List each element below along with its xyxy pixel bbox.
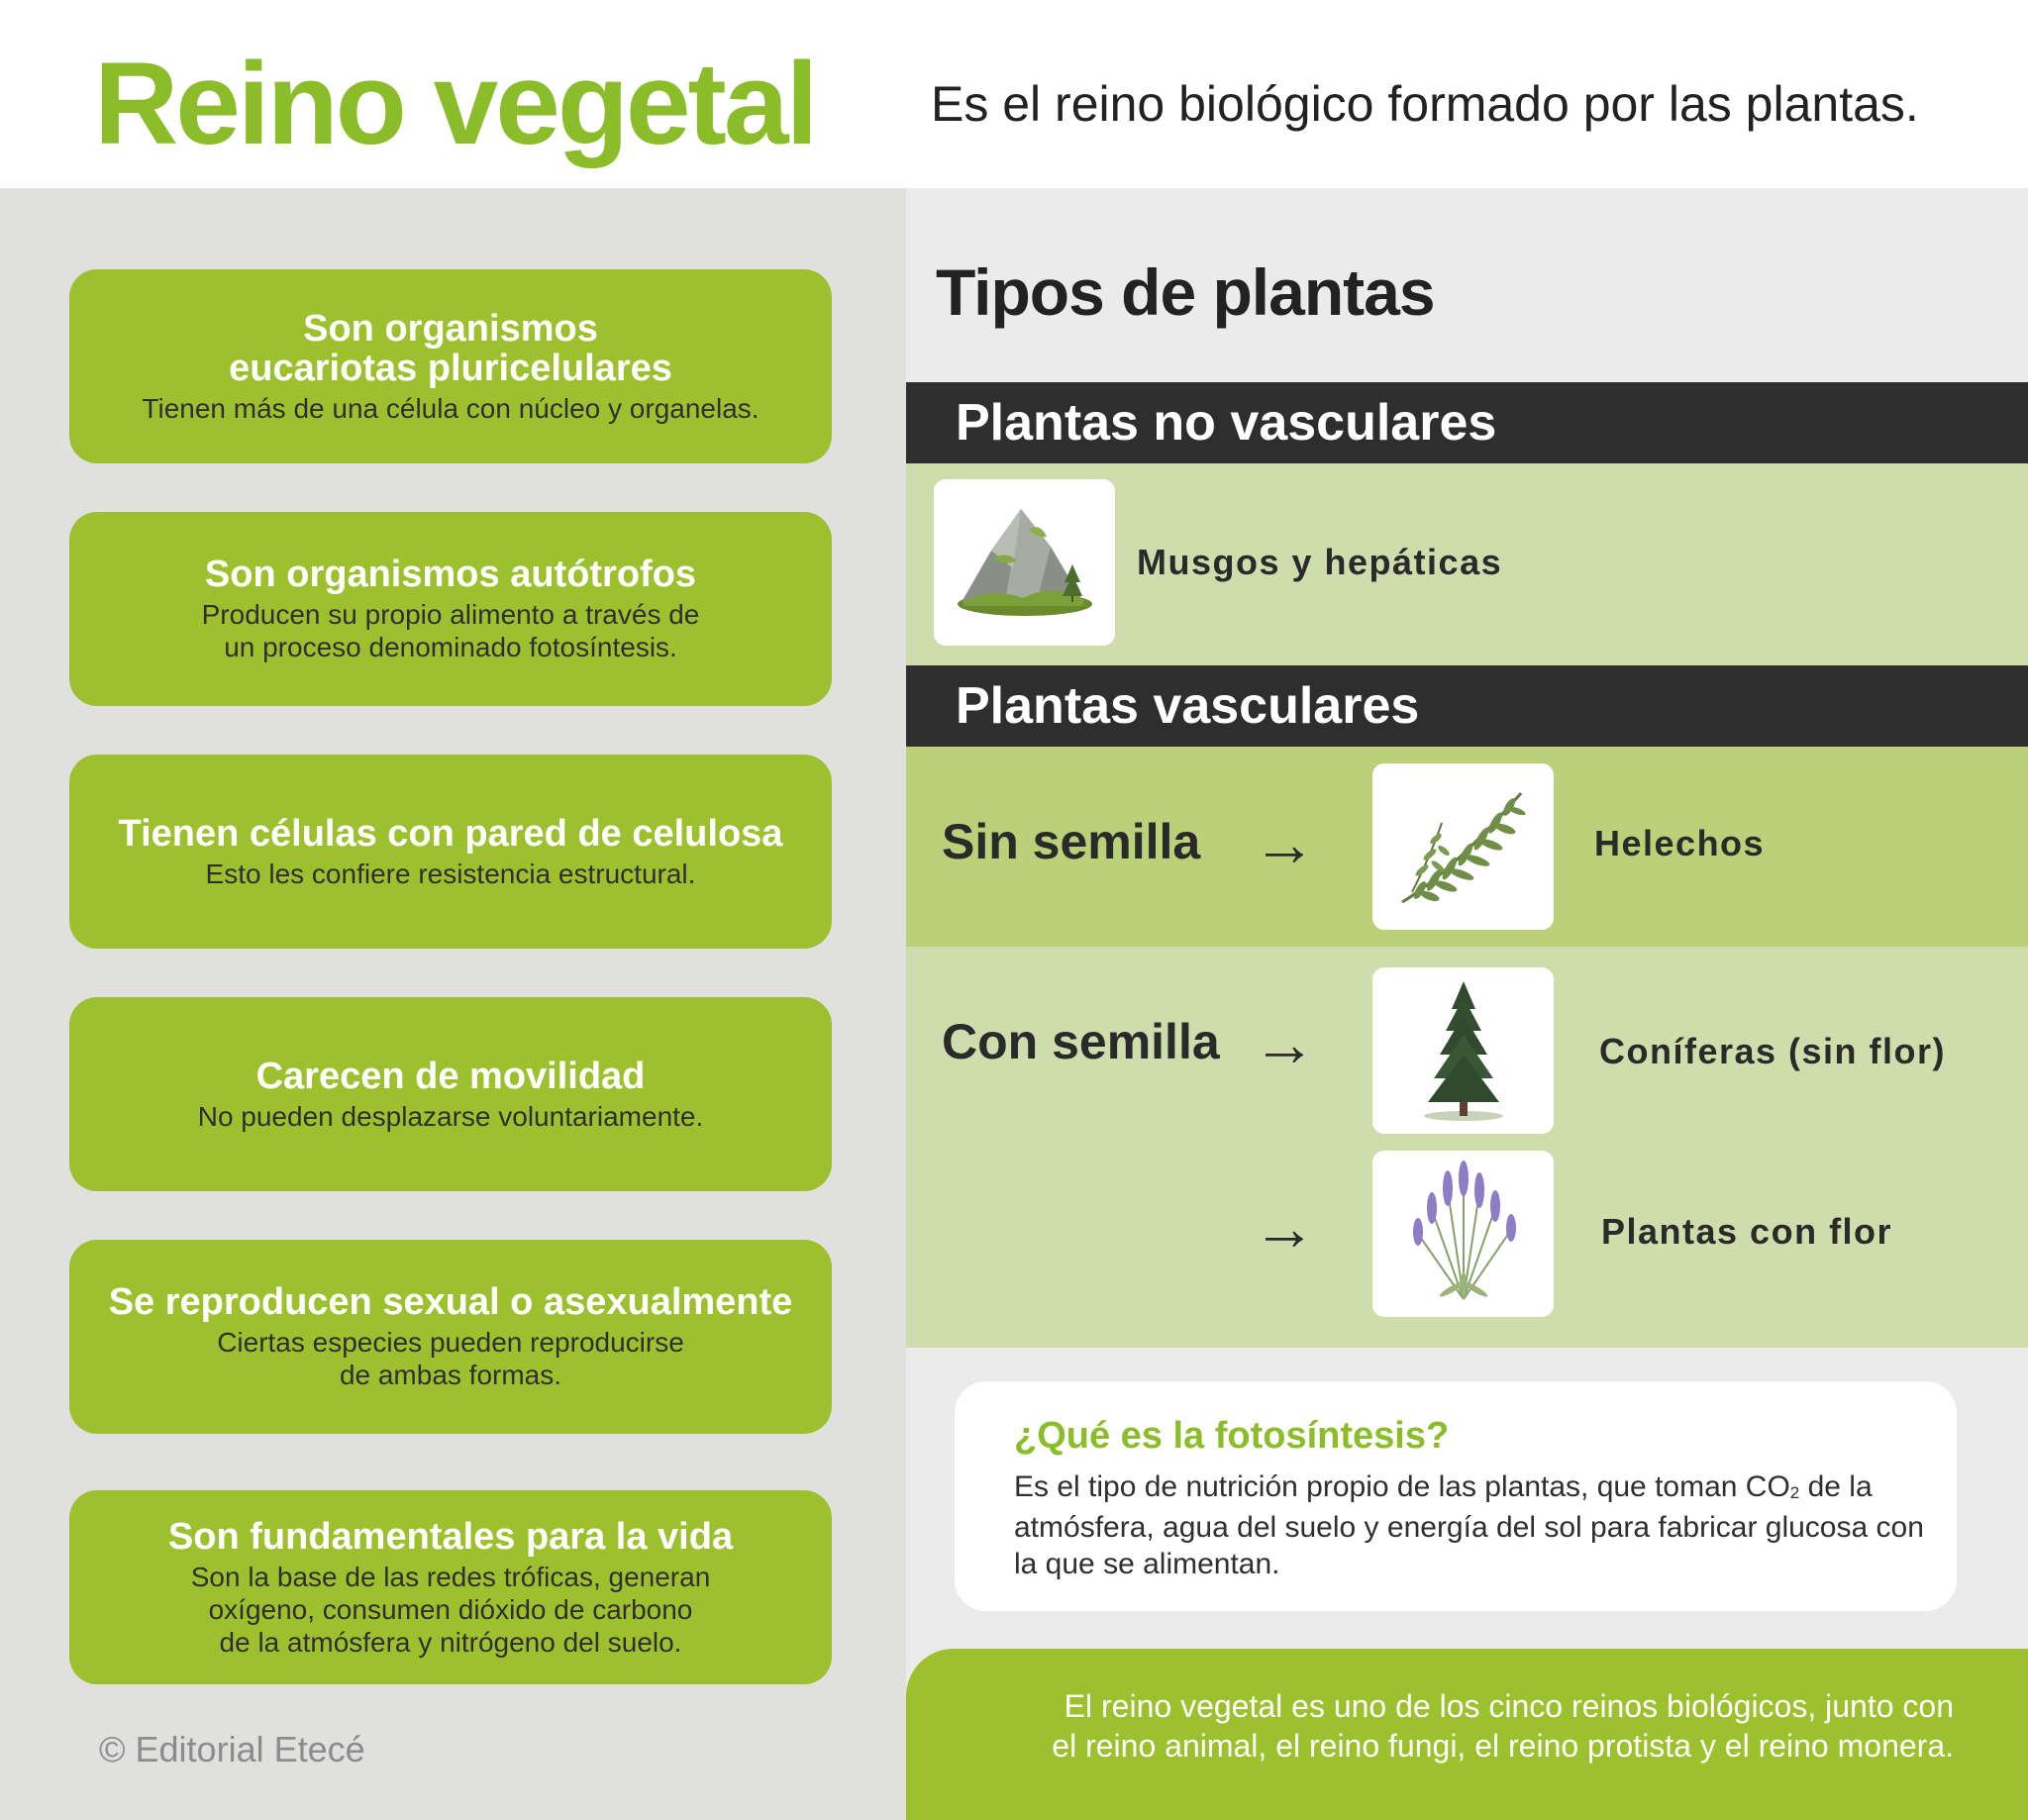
page-subtitle: Es el reino biológico formado por las plantas. (931, 76, 1919, 132)
con-semilla-label: Con semilla (942, 1014, 1220, 1069)
card-title: Son fundamentales para la vida (167, 1515, 734, 1558)
fotosintesis-text-part1: Es el tipo de nutrición propio de las plantas, que toman CO (1014, 1470, 1790, 1503)
conifer-tree-icon (1372, 967, 1554, 1134)
card-description: Tienen más de una célula con núcleo y organelas. (142, 392, 760, 424)
characteristic-card-celulosa (69, 755, 832, 949)
co2-subscript: 2 (1789, 1483, 1800, 1502)
plantas-con-flor-label: Plantas con flor (1601, 1211, 1893, 1252)
lavender-icon (1372, 1151, 1554, 1317)
sin-semilla-label: Sin semilla (942, 814, 1201, 869)
card-title: Se reproducen sexual o asexualmente (108, 1281, 793, 1323)
fotosintesis-box (955, 1381, 1957, 1611)
card-description: No pueden desplazarse voluntariamente. (197, 1100, 704, 1132)
fotosintesis-title: ¿Qué es la fotosíntesis? (1014, 1415, 1450, 1457)
characteristic-card-vida (69, 1490, 832, 1684)
fern-icon (1372, 763, 1554, 930)
footer-band (906, 1649, 2028, 1820)
musgos-label: Musgos y hepáticas (1137, 542, 1503, 582)
plant-types-title: Tipos de plantas (936, 255, 1435, 329)
fotosintesis-text (1014, 1468, 1925, 1582)
characteristic-card-autotrofos (69, 512, 832, 706)
no-vasculares-header (906, 382, 2028, 463)
moss-rock-icon (934, 479, 1115, 646)
flower-arrow-icon: → (1253, 1192, 1316, 1264)
characteristic-card-eucariotas (69, 269, 832, 463)
card-description: Son la base de las redes tróficas, generan oxígeno, consumen dióxido de carbono de la atmósfera y nitrógeno del suelo. (190, 1561, 711, 1658)
no-vasculares-heading: Plantas no vasculares (956, 394, 1497, 452)
copyright-notice: © Editorial Etecé (99, 1729, 365, 1769)
card-title: Carecen de movilidad (255, 1055, 646, 1097)
card-title: Son organismos autótrofos (204, 554, 697, 595)
card-description: Ciertas especies pueden reproducirse de ambas formas. (217, 1327, 684, 1390)
footer-text: El reino vegetal es uno de los cinco reinos biológicos, junto con el reino animal, el reino fungi, el reino protista y el reino monera. (1052, 1688, 1954, 1764)
vasculares-heading: Plantas vasculares (956, 677, 1420, 735)
fotosintesis-text-part2: de la atmósfera, agua del suelo y energía del sol para fabricar glucosa con la que se alimentan. (1014, 1470, 1924, 1580)
card-title: Tienen células con pared de celulosa (118, 812, 783, 855)
characteristic-card-movilidad (69, 997, 832, 1191)
vasculares-header (906, 665, 2028, 747)
card-description: Esto les confiere resistencia estructural. (205, 858, 696, 889)
card-description: Producen su propio alimento a través de un proceso denominado fotosíntesis. (201, 599, 700, 662)
helechos-label: Helechos (1594, 823, 1766, 863)
card-title: Son organismos eucariotas pluricelulares (229, 307, 672, 389)
header (0, 0, 2028, 188)
con-semilla-arrow-icon: → (1253, 1008, 1316, 1079)
characteristic-card-reproduccion (69, 1240, 832, 1434)
coniferas-label: Coníferas (sin flor) (1599, 1031, 1947, 1071)
page-title: Reino vegetal (94, 39, 816, 169)
sin-semilla-arrow-icon: → (1253, 808, 1316, 879)
